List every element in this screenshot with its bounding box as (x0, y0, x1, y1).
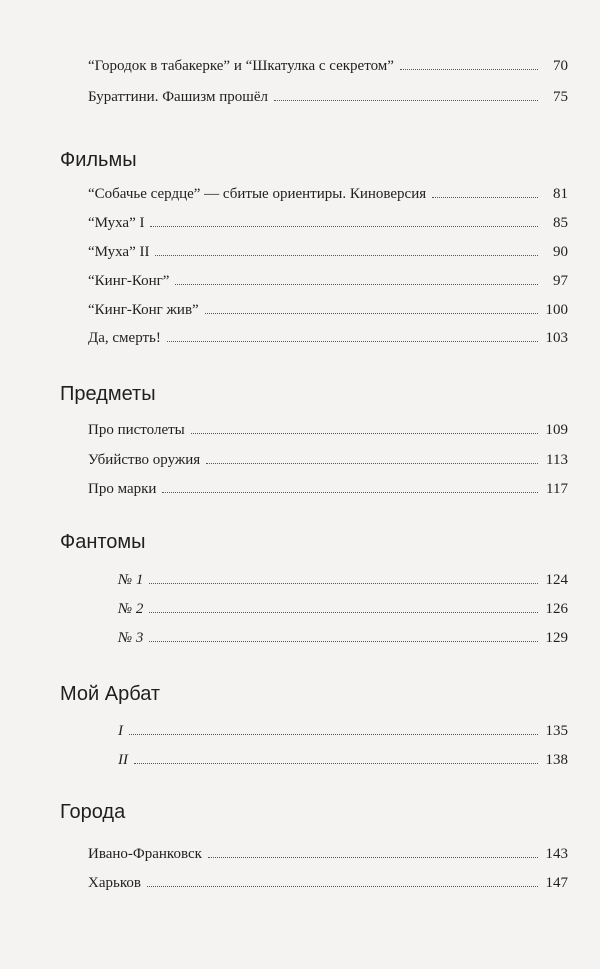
leader-dots (432, 197, 538, 198)
toc-entry-page: 103 (545, 330, 568, 346)
toc-entry (88, 56, 568, 76)
leader-dots (191, 433, 538, 434)
toc-entry-title: “Городок в табакерке” и “Шкатулка с секретом” (88, 58, 394, 74)
toc-entry-page: 97 (553, 273, 568, 289)
toc-entry (88, 213, 568, 233)
leader-dots (150, 226, 538, 227)
toc-entry-page: 75 (553, 89, 568, 105)
toc-entry-page: 143 (545, 846, 568, 862)
toc-entry (88, 300, 568, 320)
leader-dots (149, 583, 538, 584)
leader-dots (175, 284, 538, 285)
toc-entry (118, 599, 568, 619)
toc-entry (118, 570, 568, 590)
leader-dots (155, 255, 538, 256)
toc-entry (88, 450, 568, 470)
toc-entry-page: 126 (545, 601, 568, 617)
toc-entry-page: 135 (545, 723, 568, 739)
toc-entry-title: II (118, 752, 128, 768)
leader-dots (167, 341, 538, 342)
toc-entry-title: Ивано-Франковск (88, 846, 202, 862)
section-heading-phantoms: Фантомы (60, 531, 146, 553)
section-heading-my-arbat: Мой Арбат (60, 683, 161, 705)
leader-dots (206, 463, 538, 464)
toc-entry-page: 113 (546, 452, 568, 468)
toc-entry-page: 70 (553, 58, 568, 74)
toc-entry-title: № 3 (118, 630, 144, 646)
toc-entry (88, 479, 568, 499)
toc-entry-title: Да, смерть! (88, 330, 161, 346)
toc-entry (88, 873, 568, 893)
toc-entry-title: I (118, 723, 123, 739)
toc-entry (118, 721, 568, 741)
leader-dots (205, 313, 538, 314)
toc-entry-title: Про марки (88, 481, 157, 497)
toc-entry-title: “Собачье сердце” — сбитые ориентиры. Киноверсия (88, 186, 427, 202)
leader-dots (149, 612, 538, 613)
leader-dots (400, 69, 538, 70)
leader-dots (134, 763, 538, 764)
section-heading-objects: Предметы (60, 383, 156, 405)
leader-dots (149, 641, 538, 642)
toc-entry-title: Харьков (88, 875, 141, 891)
toc-entry-title: Про пистолеты (88, 422, 185, 438)
section-heading-films: Фильмы (60, 149, 137, 171)
toc-entry-page: 81 (553, 186, 568, 202)
toc-entry-page: 138 (545, 752, 568, 768)
toc-entry-title: “Кинг-Конг” (88, 273, 170, 289)
toc-entry-page: 85 (553, 215, 568, 231)
toc-entry (88, 420, 568, 440)
toc-entry (118, 750, 568, 770)
toc-entry-title: Бураттини. Фашизм прошёл (88, 89, 268, 105)
leader-dots (208, 857, 538, 858)
toc-entry (88, 328, 568, 348)
toc-entry (88, 87, 568, 107)
leader-dots (162, 492, 538, 493)
toc-entry-title: Убийство оружия (88, 452, 201, 468)
toc-entry (88, 271, 568, 291)
toc-entry-title: “Муха” II (88, 244, 150, 260)
toc-entry-title: № 2 (118, 601, 144, 617)
toc-entry (88, 242, 568, 262)
leader-dots (129, 734, 538, 735)
toc-entry-page: 109 (545, 422, 568, 438)
toc-entry-title: № 1 (118, 572, 144, 588)
toc-entry (88, 844, 568, 864)
toc-entry-page: 117 (546, 481, 568, 497)
toc-entry-page: 129 (545, 630, 568, 646)
toc-entry-title: “Муха” I (88, 215, 145, 231)
leader-dots (274, 100, 538, 101)
toc-entry (118, 628, 568, 648)
toc-entry-page: 124 (545, 572, 568, 588)
toc-entry-page: 90 (553, 244, 568, 260)
toc-entry-title: “Кинг-Конг жив” (88, 302, 199, 318)
leader-dots (147, 886, 538, 887)
toc-entry-page: 147 (545, 875, 568, 891)
toc-entry (88, 184, 568, 204)
toc-entry-page: 100 (545, 302, 568, 318)
section-heading-cities: Города (60, 801, 126, 823)
